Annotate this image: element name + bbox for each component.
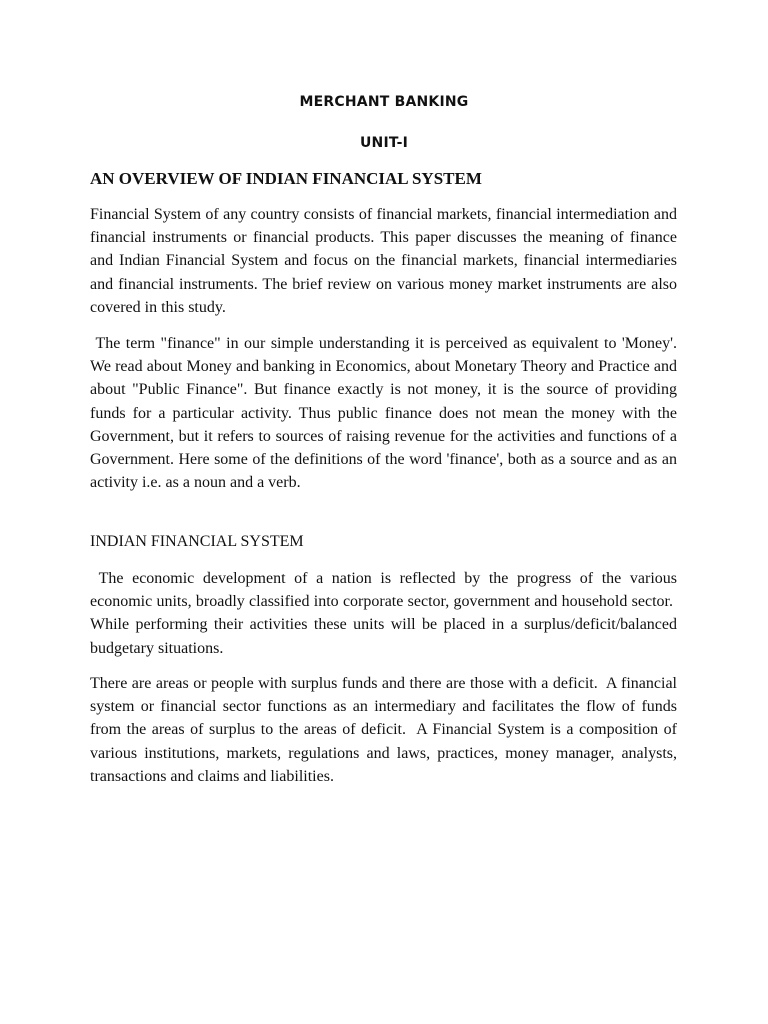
finance-definition-paragraph: The term "finance" in our simple understanding it is perceived as equivalent to 'Money'. We read about Money and banking in Economics, about Monetary Theory and Practice and about "Public Finance". But finance exactly is not money, it is the source of providing funds for a particular activity. Thus public finance does not mean the money with the Government, but it refers to sources of raising revenue for the activities and functions of a Government. Here some of the definitions of the word 'finance', both as a source and as an activity i.e. as a noun and a verb. (90, 335, 677, 492)
financial-system-paragraph: There are areas or people with surplus funds and there are those with a deficit. A financial system or financial sector functions as an intermediary and facilitates the flow of funds from the areas of surplus to the areas of deficit. A Financial System is a composition of various institutions, markets, regulations and laws, practices, money manager, analysts, transactions and claims and liabilities. (90, 675, 677, 785)
subject-heading: MERCHANT BANKING (299, 94, 469, 110)
document-title: AN OVERVIEW OF INDIAN FINANCIAL SYSTEM (90, 169, 482, 188)
intro-paragraph: Financial System of any country consists of financial markets, financial intermediation and financial instruments or financial products. This paper discusses the meaning of finance and Indian Financial System and focus on the financial markets, financial intermediaries and financial instruments. The brief review on various money market instruments are also covered in this study. (90, 206, 677, 316)
unit-heading: UNIT-I (359, 135, 408, 151)
section-heading: INDIAN FINANCIAL SYSTEM (90, 533, 304, 550)
economic-development-paragraph: The economic development of a nation is reflected by the progress of the various economic units, broadly classified into corporate sector, government and household sector. While performing their activities these units will be placed in a surplus/deficit/balanced budgetary situations. (90, 570, 677, 657)
